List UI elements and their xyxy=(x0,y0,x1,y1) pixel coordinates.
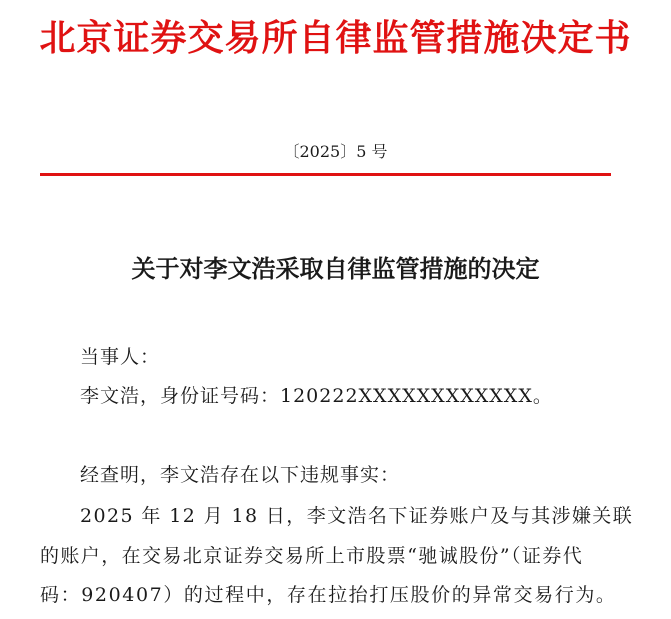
party-label: 当事人： xyxy=(80,346,161,368)
document-header-title: 北京证券交易所自律监管措施决定书 xyxy=(39,18,632,59)
facts-intro: 经查明，李文浩存在以下违规事实： xyxy=(80,464,401,486)
facts-line-1: 2025 年 12 月 18 日，李文浩名下证券账户及与其涉嫌关联 xyxy=(80,505,634,527)
document-number: 〔2025〕5 号 xyxy=(283,142,388,161)
red-divider-line xyxy=(40,173,611,176)
party-identity: 李文浩，身份证号码：120222XXXXXXXXXXXX。 xyxy=(80,385,553,407)
facts-line-3: 码：920407）的过程中，存在拉抬打压股价的异常交易行为。 xyxy=(40,584,617,606)
facts-line-2: 的账户，在交易北京证券交易所上市股票“驰诚股份”（证券代 xyxy=(40,545,584,567)
decision-title: 关于对李文浩采取自律监管措施的决定 xyxy=(131,254,540,283)
